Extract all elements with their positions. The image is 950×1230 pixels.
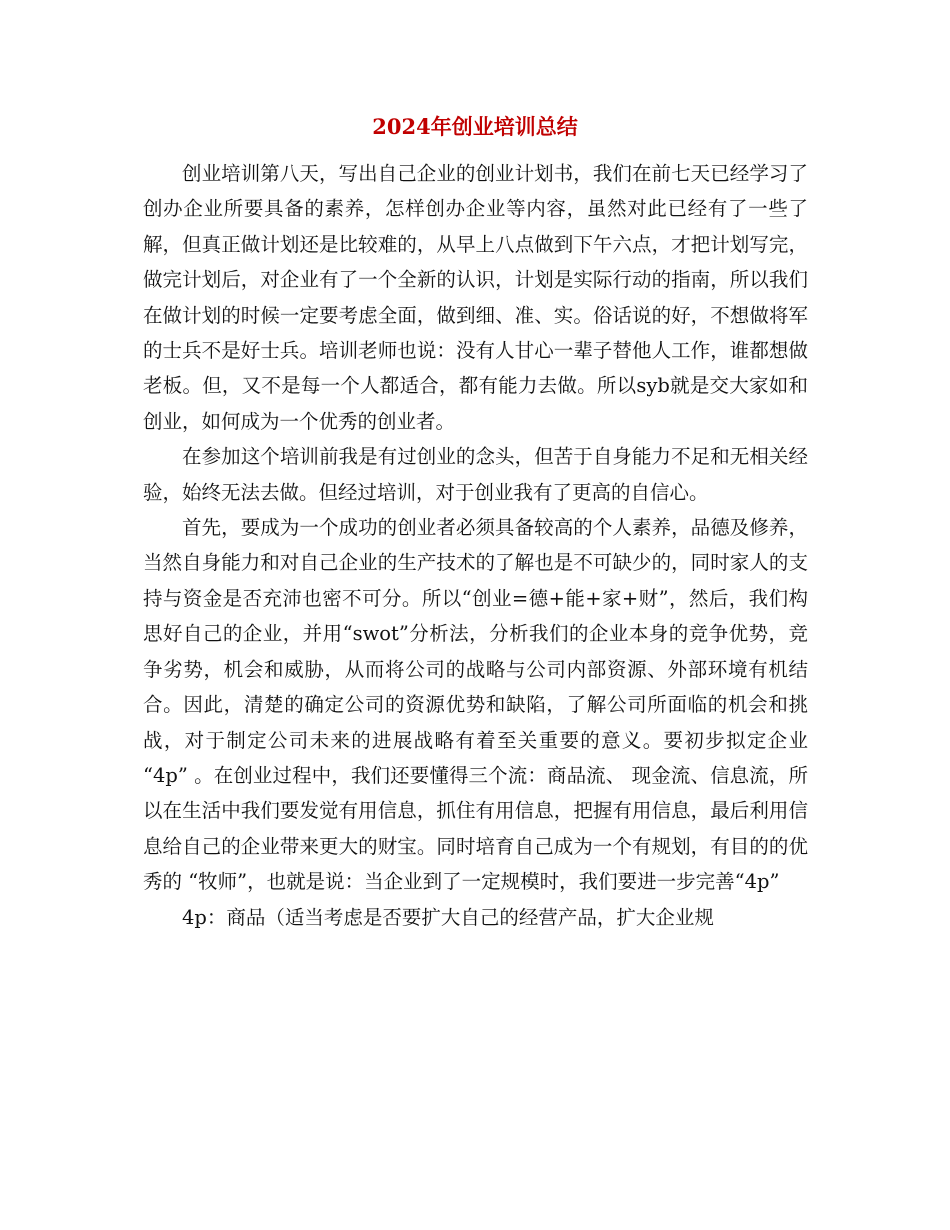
document-body [143, 156, 808, 935]
paragraph: 在参加这个培训前我是有过创业的念头，但苦于自身能力不足和无相关经验，始终无法去做。但经过培训，对于创业我有了更高的自信心。 [143, 445, 808, 504]
paragraph: 4p：商品（适当考虑是否要扩大自己的经营产品，扩大企业规 [182, 905, 714, 929]
paragraph: 创业培训第八天，写出自己企业的创业计划书，我们在前七天已经学习了创办企业所要具备的素养，怎样创办企业等内容，虽然对此已经有了一些了解，但真正做计划还是比较难的，从早上八点做到下午六点，才把计划写完，做完计划后，对企业有了一个全新的认识，计划是实际行动的指南，所以我们在做计划的时候一定要考虑全面，做到细、准、实。俗话说的好，不想做将军的士兵不是好士兵。培训老师也说：没有人甘心一辈子替他人工作，谁都想做老板。但，又不是每一个人都适合，都有能力去做。所以syb就是交大家如和创业，如何成为一个优秀的创业者。 [143, 162, 808, 433]
document-title: 2024年创业培训总结 [372, 114, 578, 139]
paragraph: 首先，要成为一个成功的创业者必须具备较高的个人素养，品德及修养，当然自身能力和对自己企业的生产技术的了解也是不可缺少的，同时家人的支持与资金是否充沛也密不可分。所以“创业=德+能+家+财”，然后，我们构思好自己的企业，并用“swot”分析法，分析我们的企业本身的竞争优势，竞争劣势，机会和威胁，从而将公司的战略与公司内部资源、外部环境有机结合。因此，清楚的确定公司的资源优势和缺陷，了解公司所面临的机会和挑战，对于制定公司未来的进展战略有着至关重要的意义。要初步拟定企业 “4p” 。在创业过程中，我们还要懂得三个流：商品流、 现金流、信息流，所以在生活中我们要发觉有用信息，抓住有用信息，把握有用信息，最后利用信息给自己的企业带来更大的财宝。同时培育自己成为一个有规划，有目的的优秀的 “牧师”，也就是说：当企业到了一定规模时，我们要进一步完善“4p” [143, 516, 808, 894]
